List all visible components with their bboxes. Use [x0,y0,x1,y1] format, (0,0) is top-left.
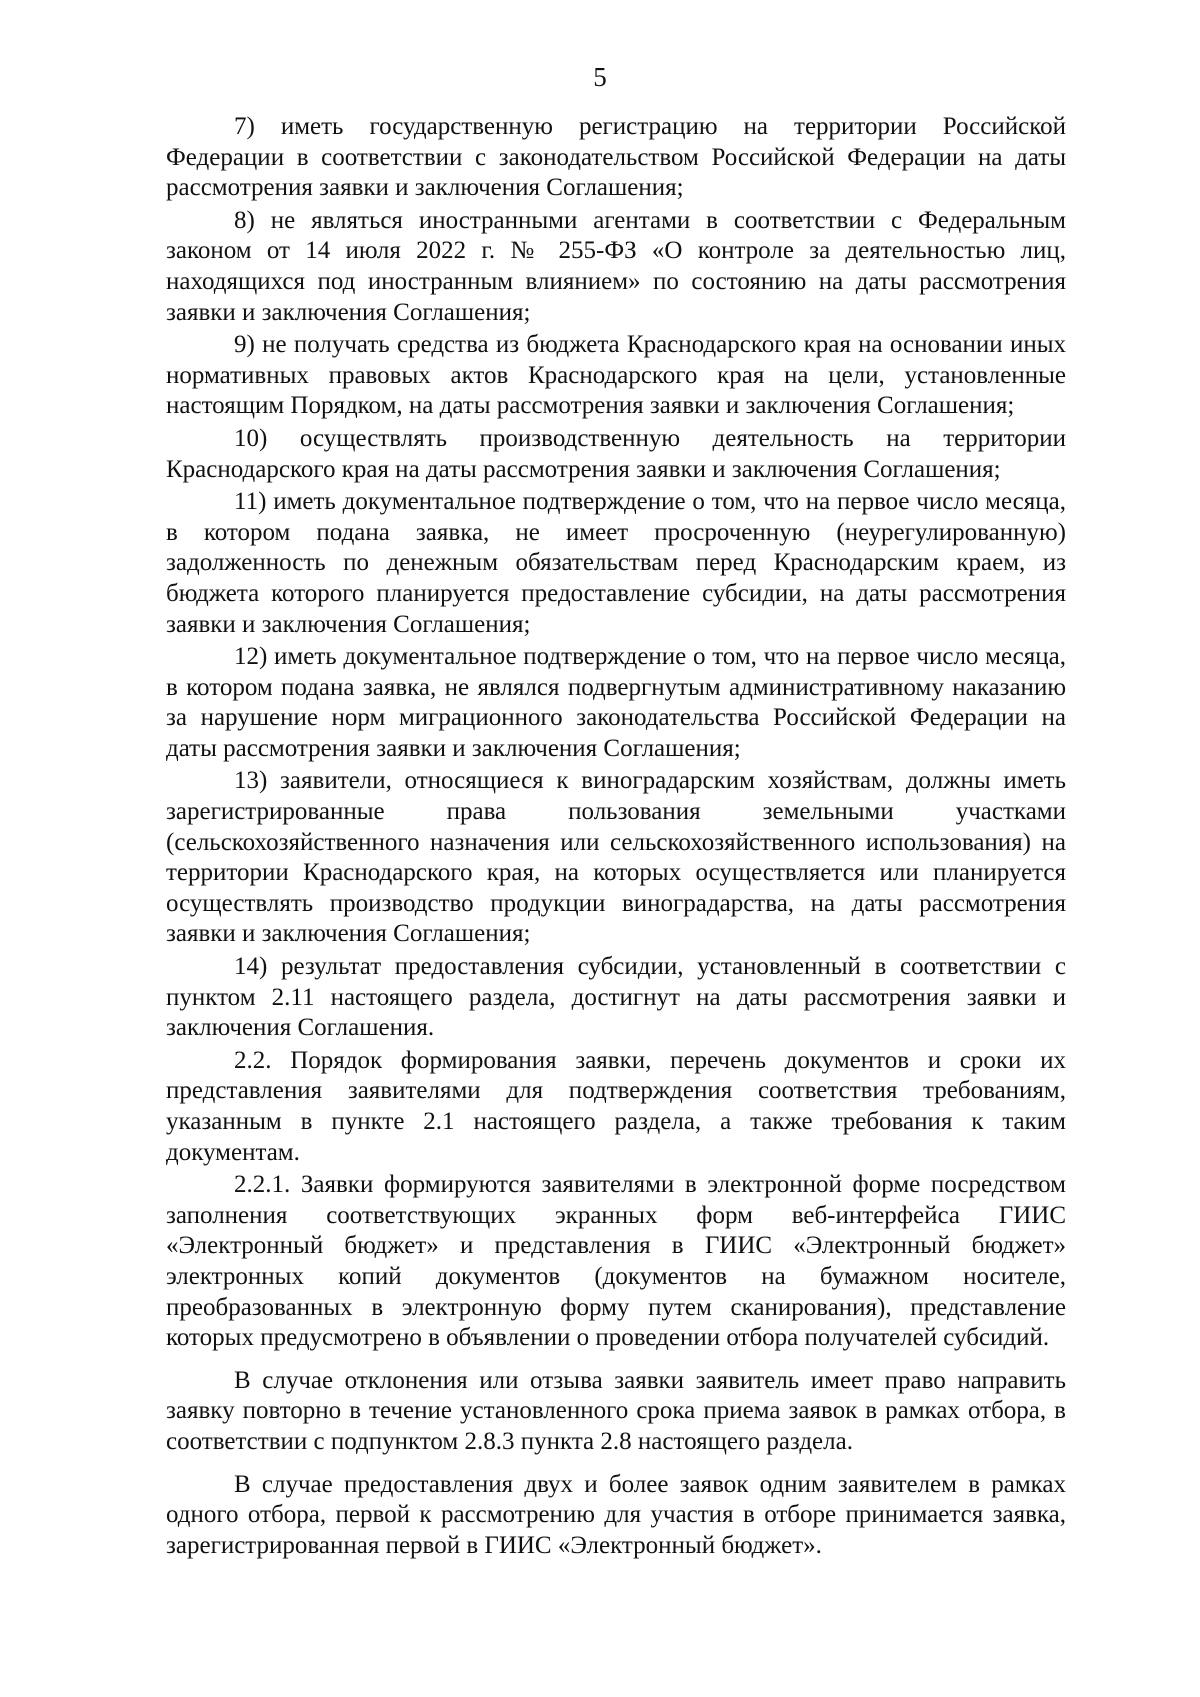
paragraph-item-9: 9) не получать средства из бюджета Краснодарского края на основании иных нормативных правовых актов Краснодарского края на цели, установленные настоящим Порядком, на даты рассмотрения заявки и заключения Соглашения; [166,331,1066,420]
paragraph-item-11: 11) иметь документальное подтверждение о том, что на первое число месяца, в котором подана заявка, не имеет просроченную (неурегулированную) задолженность по денежным обязательствам перед Краснодарским краем, из бюджета которого планируется предоставление субсидии, на даты рассмотрения заявки и заключения Соглашения; [166,488,1066,638]
document-body [166,112,1066,1561]
paragraph-item-10: 10) осуществлять производственную деятельность на территории Краснодарского края на даты рассмотрения заявки и заключения Соглашения; [166,424,1066,483]
page-number: 5 [593,62,607,92]
paragraph-resubmission: В случае отклонения или отзыва заявки заявитель имеет право направить заявку повторно в течение установленного срока приема заявок в рамках отбора, в соответствии с подпунктом 2.8.3 пункта 2.8 настоящего раздела. [166,1366,1066,1455]
paragraph-multiple-applications: В случае предоставления двух и более заявок одним заявителем в рамках одного отбора, первой к рассмотрению для участия в отборе принимается заявка, зарегистрированная первой в ГИИС «Электронный бюджет». [166,1470,1066,1559]
paragraph-section-2-2: 2.2. Порядок формирования заявки, перечень документов и сроки их представления заявителями для подтверждения соответствия требованиям, указанным в пункте 2.1 настоящего раздела, а также требования к таким документам. [166,1046,1066,1166]
paragraph-item-13: 13) заявители, относящиеся к виноградарским хозяйствам, должны иметь зарегистрированные права пользования земельными участками (сельскохозяйственного назначения или сельскохозяйственного использования) на территории Краснодарского края, на которых осуществляется или планируется осуществлять производство продукции виноградарства, на даты рассмотрения заявки и заключения Соглашения; [166,767,1066,948]
paragraph-item-14: 14) результат предоставления субсидии, установленный в соответствии с пунктом 2.11 настоящего раздела, достигнут на даты рассмотрения заявки и заключения Соглашения. [166,953,1066,1042]
paragraph-section-2-2-1: 2.2.1. Заявки формируются заявителями в электронной форме посредством заполнения соответствующих экранных форм веб-интерфейса ГИИС «Электронный бюджет» и представления в ГИИС «Электронный бюджет» электронных копий документов (документов на бумажном носителе, преобразованных в электронную форму путем сканирования), представление которых предусмотрено в объявлении о проведении отбора получателей субсидий. [166,1171,1066,1352]
paragraph-item-12: 12) иметь документальное подтверждение о том, что на первое число месяца, в котором подана заявка, не являлся подвергнутым административному наказанию за нарушение норм миграционного законодательства Российской Федерации на даты рассмотрения заявки и заключения Соглашения; [166,643,1066,762]
paragraph-item-7: 7) иметь государственную регистрацию на территории Российской Федерации в соответствии с законодательством Российской Федерации на даты рассмотрения заявки и заключения Соглашения; [166,113,1066,202]
paragraph-item-8: 8) не являться иностранными агентами в соответствии с Федеральным законом от 14 июля 2022 г. № 255-ФЗ «О контроле за деятельностью лиц, находящихся под иностранным влиянием» по состоянию на даты рассмотрения заявки и заключения Соглашения; [166,206,1066,326]
